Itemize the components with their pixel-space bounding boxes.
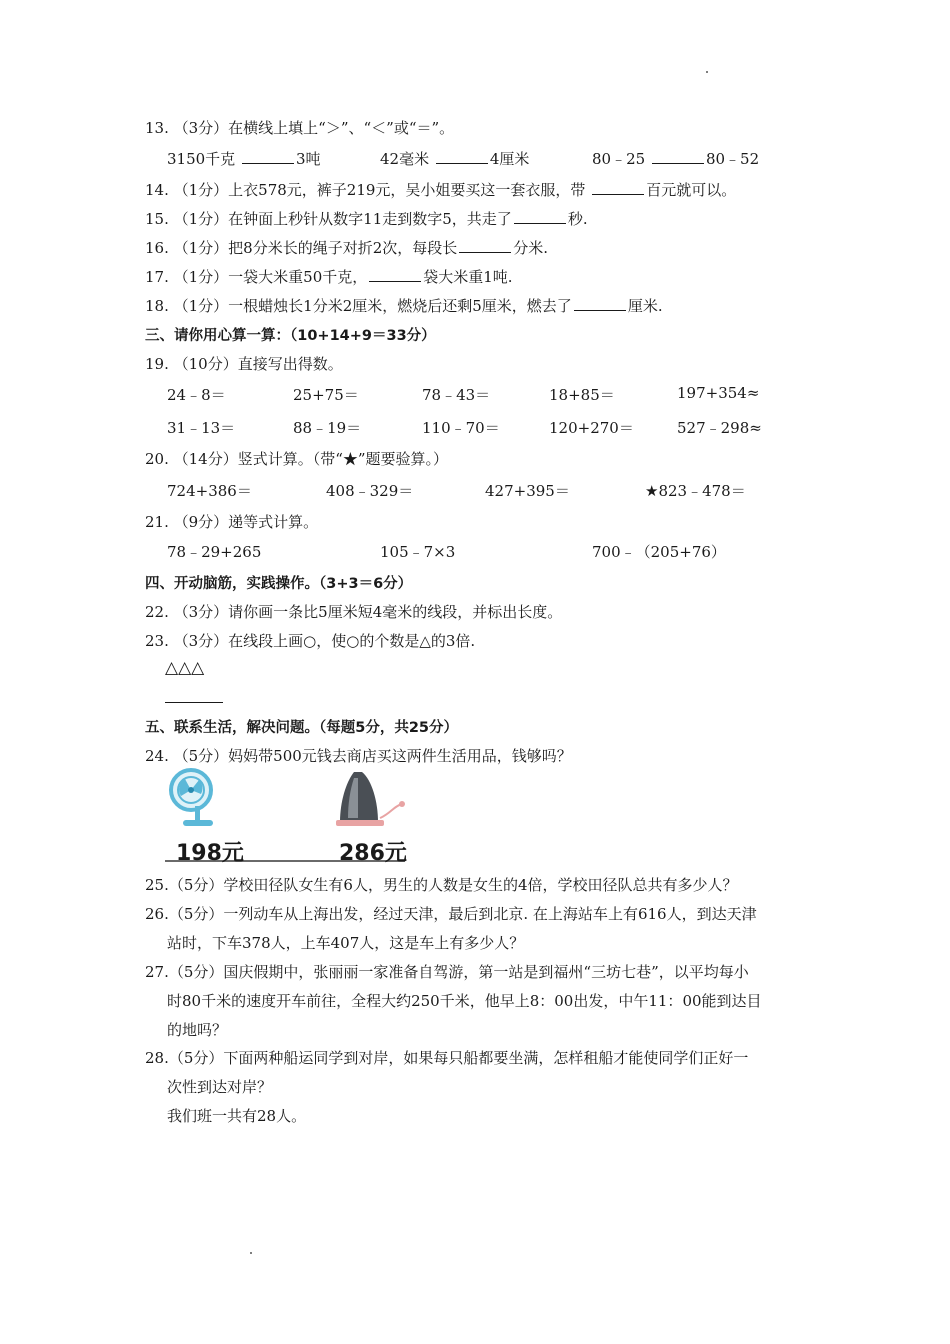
question-16: 16. （1分）把8分米长的绳子对折2次，每段长 分米.: [145, 239, 549, 257]
corner-dot-bottom: [250, 1252, 252, 1254]
question-27-line2: 时80千米的速度开车前往，全程大约250千米，他早上8：00出发，中午11：00能到达目: [167, 992, 762, 1010]
question-13: 13. （3分）在横线上填上“＞”、“＜”或“＝”。: [145, 119, 455, 137]
iron-price: 286元: [339, 841, 407, 866]
q20-item: 427+395＝: [485, 482, 570, 500]
question-23: 23. （3分）在线段上画○，使○的个数是△的3倍.: [145, 632, 476, 650]
q19-row2-item: 527﹣298≈: [677, 419, 762, 437]
answer-blank[interactable]: [242, 162, 294, 164]
triangles: △△△: [165, 658, 205, 678]
answer-blank[interactable]: [369, 280, 421, 282]
question-21: 21. （9分）递等式计算。: [145, 513, 319, 531]
question-28-line3: 我们班一共有28人。: [167, 1107, 307, 1125]
question-20: 20. （14分）竖式计算。（带“★”题要验算。）: [145, 450, 449, 468]
section-5-heading: 五、联系生活，解决问题。（每题5分，共25分）: [145, 720, 459, 736]
answer-blank[interactable]: [652, 162, 704, 164]
q20-item: 408﹣329＝: [326, 482, 414, 500]
q13-item-1: 3150千克 3吨: [167, 150, 321, 168]
q21-item: 78﹣29+265: [167, 543, 262, 561]
q20-item: ★823﹣478＝: [645, 482, 746, 500]
corner-dot-top: [706, 71, 708, 73]
q19-row1-item: 197+354≈: [677, 384, 760, 402]
q19-row2-item: 110﹣70＝: [422, 419, 500, 437]
fan-image: [165, 766, 225, 828]
fan-price: 198元: [176, 841, 244, 866]
iron-image: [332, 768, 410, 830]
question-15: 15. （1分）在钟面上秒针从数字11走到数字5，共走了 秒.: [145, 210, 588, 228]
section-4-heading: 四、开动脑筋，实践操作。（3+3＝6分）: [145, 576, 413, 592]
q19-row2-item: 31﹣13＝: [167, 419, 236, 437]
section-3-heading: 三、请你用心算一算：（10+14+9＝33分）: [145, 328, 436, 344]
question-27-line1: 27.（5分）国庆假期中，张丽丽一家准备自驾游，第一站是到福州“三坊七巷”，以平均每小: [145, 963, 749, 981]
answer-blank[interactable]: [574, 309, 626, 311]
question-24: 24. （5分）妈妈带500元钱去商店买这两件生活用品，钱够吗？: [145, 747, 572, 765]
answer-blank[interactable]: [436, 162, 488, 164]
q19-row1-item: 25+75＝: [293, 386, 359, 404]
answer-blank[interactable]: [514, 222, 566, 224]
question-14: 14. （1分）上衣578元，裤子219元，吴小姐要买这一套衣服，带 百元就可以。: [145, 181, 737, 199]
q13-item-3: 80﹣25 80﹣52: [592, 150, 760, 168]
q19-row2-item: 120+270＝: [549, 419, 634, 437]
q21-item: 105﹣7×3: [380, 543, 456, 561]
q19-row2-item: 88﹣19＝: [293, 419, 362, 437]
q21-item: 700﹣（205+76）: [592, 543, 726, 561]
question-22: 22. （3分）请你画一条比5厘米短4毫米的线段，并标出长度。: [145, 603, 563, 621]
question-26-line1: 26.（5分）一列动车从上海出发，经过天津，最后到北京. 在上海站车上有616人，到达天津: [145, 905, 757, 923]
question-27-line3: 的地吗？: [167, 1021, 228, 1039]
q19-row1-item: 78﹣43＝: [422, 386, 491, 404]
question-19: 19. （10分）直接写出得数。: [145, 355, 343, 373]
drawing-line-segment[interactable]: [165, 702, 223, 703]
answer-blank[interactable]: [459, 251, 511, 253]
q13-item-2: 42毫米 4厘米: [380, 150, 530, 168]
q20-item: 724+386＝: [167, 482, 252, 500]
q19-row1-item: 18+85＝: [549, 386, 615, 404]
question-17: 17. （1分）一袋大米重50千克， 袋大米重1吨.: [145, 268, 513, 286]
answer-blank[interactable]: [592, 193, 644, 195]
question-28-line1: 28.（5分）下面两种船运同学到对岸，如果每只船都要坐满，怎样租船才能使同学们正好一: [145, 1049, 749, 1067]
question-28-line2: 次性到达对岸？: [167, 1078, 273, 1096]
question-26-line2: 站时，下车378人，上车407人，这是车上有多少人？: [167, 934, 525, 952]
q19-row1-item: 24﹣8＝: [167, 386, 226, 404]
question-25: 25.（5分）学校田径队女生有6人，男生的人数是女生的4倍，学校田径队总共有多少人？: [145, 876, 738, 894]
question-18: 18. （1分）一根蜡烛长1分米2厘米，燃烧后还剩5厘米，燃去了 厘米.: [145, 297, 663, 315]
